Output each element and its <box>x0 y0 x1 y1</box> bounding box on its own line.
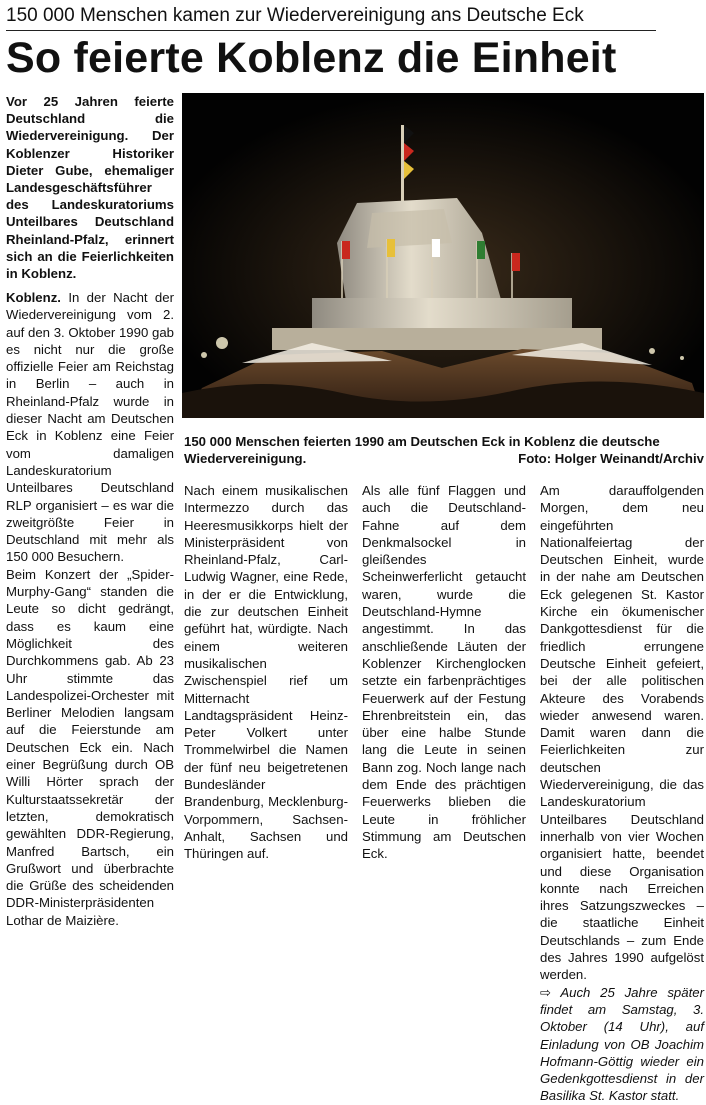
body-column-2 <box>184 482 348 863</box>
deutsches-eck-illustration <box>182 93 704 418</box>
body-column-1 <box>6 289 174 929</box>
paragraph-4: Als alle fünf Flaggen und auch die Deutschland-Fahne auf dem Denkmalsockel in gleißendes Scheinwerferlicht getaucht waren, wurde die Deutschland-Hymne angestimmt. In das anschließende Läuten der Koblenzer Kirchenglocken setzte ein farbenprächtiges Feuerwerk auf der Festung Ehrenbreitstein ein, das über eine halbe Stunde lang die Leute in seinen Bann zog. Noch lange nach dem Ende des prächtigen Feuerwerks blieben die Leute in fröhlicher Stimmung am Deutschen Eck. <box>362 483 526 862</box>
paragraph-3: Nach einem musikalischen Intermezzo durch das Heeresmusikkorps hielt der Ministerpräsident von Rheinland-Pfalz, Carl-Ludwig Wagner, eine Rede, in der er die Entwicklung, die zur deutschen Einheit geführt hat, würdigte. Nach einem weiteren musikalischen Zwischenspiel rief um Mitternacht Landtagspräsident Heinz-Peter Volkert unter Trommelwirbel die Namen der fünf neu beigetretenen Bundesländer Brandenburg, Mecklenburg-Vorpommern, Sachsen-Anhalt, Sachsen und Thüringen auf. <box>184 483 348 862</box>
kicker: 150 000 Menschen kamen zur Wiedervereinigung ans Deutsche Eck <box>6 4 656 31</box>
event-note: ⇨ Auch 25 Jahre später findet am Samstag, 3. Oktober (14 Uhr), auf Einladung von OB Joachim Hofmann-Göttig wieder ein Gedenkgottesdienst in der Basilika St. Kastor statt. <box>540 984 704 1104</box>
body-column-3 <box>362 482 526 863</box>
photo-caption <box>184 433 704 467</box>
body-column-4 <box>540 482 704 1105</box>
event-photo <box>182 93 704 418</box>
headline: So feierte Koblenz die Einheit <box>6 34 617 82</box>
caption-text: 150 000 Menschen feierten 1990 am Deutschen Eck in Koblenz die deutsche Wiedervereinigung. <box>184 434 660 466</box>
paragraph-5: Am darauffolgenden Morgen, dem neu eingeführten Nationalfeiertag der Deutschen Einheit, wurde in der nahe am Deutschen Eck gelegenen St. Kastor Kirche ein ökumenischer Dankgottesdienst für die friedlich errungene Deutsche Einheit gefeiert, bei der alle politischen Akteure des Vorabends wieder anwesend waren. Damit waren dann die Feierlichkeiten zur deutschen Wiedervereinigung, die das Landeskuratorium Unteilbares Deutschland innerhalb von vier Wochen organisiert hatte, beendet und diese Organisation konnte nach Erreichen ihres Satzungszweckes – die staatliche Einheit Deutschlands – zum Ende des Jahres 1990 aufgelöst werden. <box>540 483 704 983</box>
photo-credit: Foto: Holger Weinandt/Archiv <box>518 451 704 466</box>
lead-paragraph: Vor 25 Jahren feierte Deutschland die Wiedervereinigung. Der Koblenzer Historiker Dieter Gube, ehemaliger Landesgeschäftsführer des Landeskuratoriums Unteilbares Deutschland Rheinland-Pfalz, erinnert sich an die Feierlichkeiten in Koblenz. <box>6 94 174 282</box>
paragraph-2: Beim Konzert der „Spider-Murphy-Gang“ standen die Leute so dicht gedrängt, dass es kaum eine Möglichkeit des Durchkommens gab. Ab 23 Uhr stimmte das Landespolizei-Orchester mit Berliner Melodien langsam auf die Feierstunde am Deutschen Eck ein. Nach einer Begrüßung durch OB Willi Hörter sprach der Kulturstaatssekretär der letzten, demokratisch gewählten DDR-Regierung, Manfred Bartsch, ein Grußwort und überbrachte die Grüße des scheidenden DDR-Ministerpräsidenten Lothar de Maizière. <box>6 566 174 928</box>
arrow-icon: ⇨ <box>540 984 552 1000</box>
dateline: Koblenz. <box>6 290 61 305</box>
paragraph-1: Koblenz. In der Nacht der Wiedervereinigung vom 2. auf den 3. Oktober 1990 gab es nicht nur die große offizielle Feier am Reichstag in Berlin – auch in Rheinland-Pfalz wurde in dieser Nacht am Deutschen Eck in Koblenz eine Feier vom damaligen Landeskuratorium Unteilbares Deutschland RLP organisiert – es war die zweitgrößte Feier in Deutschland mit mehr als 150 000 Besuchern. <box>6 290 174 565</box>
